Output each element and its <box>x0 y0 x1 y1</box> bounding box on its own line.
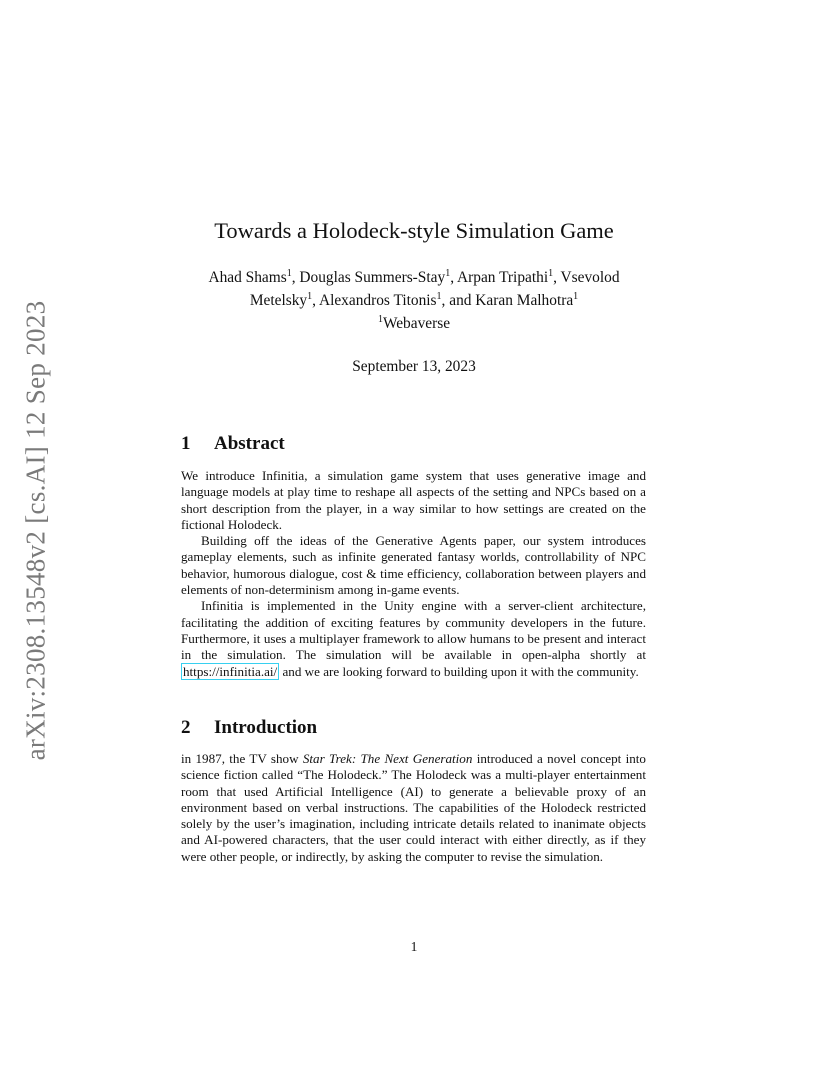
section-number: 1 <box>181 433 191 454</box>
affiliation-mark: 1 <box>377 314 383 325</box>
affiliation-name: Webaverse <box>382 315 451 333</box>
abstract-paragraph: We introduce Infinitia, a simulation game system that uses generative image and language models at play time to reshape all aspects of the setting and NPCs based on a short description from the player, in a way similar to how settings are created on the fictional Holodeck. <box>181 468 646 532</box>
paragraph-text: introduced a novel concept into science fiction called “The Holodeck.” The Holodeck was a multi-player entertainment room that used Artificial Intelligence (AI) to generate a believable proxy of an environment based on verbal instructions. The capabilities of the Holodeck restricted solely by the user’s imagination, including intricate details related to inanimate objects and AI-powered characters, that the user could interact with either directly, as if they were other people, or indirectly, by asking the computer to revise the simulation. <box>181 751 646 864</box>
abstract-paragraph: Building off the ideas of the Generative Agents paper, our system introduces gameplay elements, such as infinite generated fantasy worlds, controllability of NPC behavior, humorous dialogue, cost & time efficiency, collaboration between players and elements of non-determinism among in-game events. <box>181 533 646 598</box>
affiliation-mark: 1 <box>445 268 451 279</box>
author-name: , Douglas Summers-Stay <box>291 269 446 287</box>
author-name: , Vsevolod <box>553 269 620 287</box>
arxiv-identifier: arXiv:2308.13548v2 [cs.AI] 12 Sep 2023 <box>20 300 51 760</box>
author-name: Ahad Shams <box>208 269 287 287</box>
paragraph-text: in 1987, the TV show <box>181 751 303 766</box>
affiliation <box>0 314 828 333</box>
abstract-paragraph <box>181 598 646 679</box>
paragraph-text: and we are looking forward to building upon it with the community. <box>279 663 639 679</box>
author-list <box>170 264 658 310</box>
introduction-body <box>181 751 646 865</box>
author-name: , Alexandros Titonis <box>312 292 437 310</box>
page-number: 1 <box>410 939 418 954</box>
paper-date: September 13, 2023 <box>352 358 476 375</box>
author-name: , and Karan Malhotra <box>441 292 574 310</box>
section-title: Introduction <box>214 717 318 738</box>
affiliation-mark: 1 <box>436 291 442 303</box>
affiliation-mark: 1 <box>286 268 292 279</box>
paper-title: Towards a Holodeck-style Simulation Game <box>214 218 614 243</box>
author-name: , Arpan Tripathi <box>450 269 549 287</box>
section-heading-introduction <box>181 717 317 739</box>
affiliation-mark: 1 <box>307 291 313 303</box>
show-title: Star Trek: The Next Generation <box>302 751 473 766</box>
affiliation-mark: 1 <box>548 268 554 279</box>
author-name: Metelsky <box>249 292 308 310</box>
section-title: Abstract <box>214 433 285 454</box>
affiliation-mark: 1 <box>573 291 579 303</box>
abstract-body <box>181 468 646 680</box>
paragraph-text: Infinitia is implemented in the Unity engine with a server-client architecture, facilitating the addition of exciting features by community developers in the future. Furthermore, it uses a multiplayer framework to allow humans to be present and interact in the simulation. The simulation will be available in open-alpha shortly at <box>181 598 646 663</box>
introduction-paragraph <box>181 751 646 865</box>
section-number: 2 <box>181 717 191 738</box>
infinitia-link[interactable]: https://infinitia.ai/ <box>183 663 278 679</box>
section-heading-abstract <box>181 433 285 455</box>
